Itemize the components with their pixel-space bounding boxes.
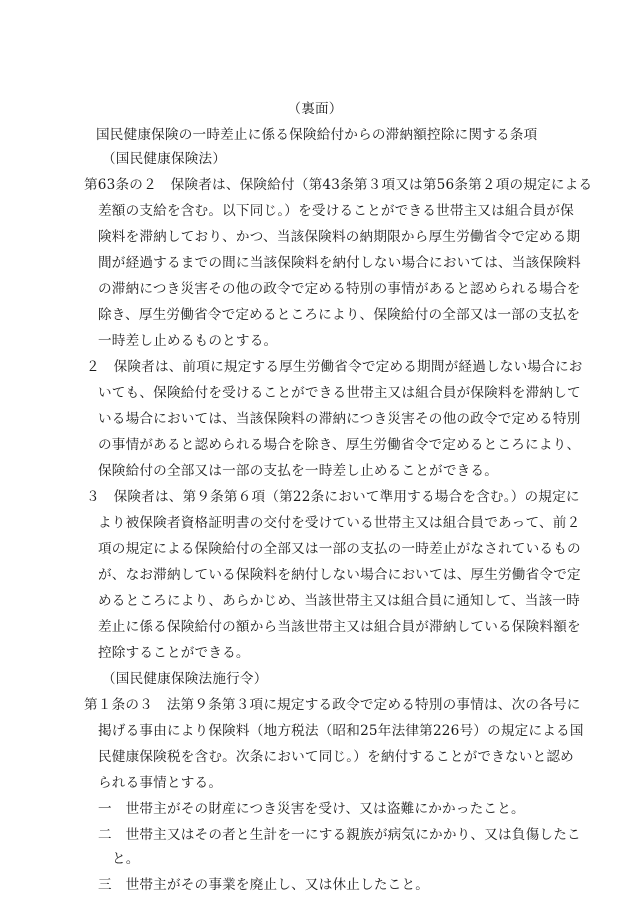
- article-63-2-line: の滞納につき災害その他の政令で定める特別の事情があると認められる場合を: [98, 281, 581, 297]
- document-title: 国民健康保険の一時差止に係る保険給付からの滞納額控除に関する条項: [96, 127, 538, 143]
- article-63-2-line: 間が経過するまでの間に当該保険料を納付しない場合においては、当該保険料: [98, 255, 581, 271]
- page-side-label: （裏面）: [287, 101, 343, 117]
- paragraph-2-line: いても、保険給付を受けることができる世帯主又は組合員が保険料を滞納して: [98, 385, 581, 401]
- article-1-3-line: 民健康保険税を含む。次条において同じ。）を納付することができないと認め: [98, 749, 574, 765]
- paragraph-2-line: の事情があると認められる場合を除き、厚生労働省令で定めるところにより、: [98, 437, 581, 453]
- article-63-2-line: 第63条の２ 保険者は、保険給付（第43条第３項又は第56条第２項の規定による: [84, 177, 593, 193]
- paragraph-3-line: が、なお滞納している保険料を納付しない場合においては、厚生労働省令で定: [98, 567, 581, 583]
- article-1-3-line: 第１条の３ 法第９条第３項に規定する政令で定める特別の事情は、次の各号に: [84, 697, 581, 713]
- paragraph-3-line: ３ 保険者は、第９条第６項（第22条において準用する場合を含む。）の規定に: [86, 489, 580, 505]
- paragraph-3-line: 項の規定による保険給付の全部又は一部の支払の一時差止がなされているもの: [98, 541, 581, 557]
- paragraph-2-line: ２ 保険者は、前項に規定する厚生労働省令で定める期間が経過しない場合にお: [86, 359, 583, 375]
- paragraph-3-line: 差止に係る保険給付の額から当該世帯主又は組合員が滞納している保険料額を: [98, 619, 581, 635]
- paragraph-2-line: 保険給付の全部又は一部の支払を一時差し止めることができる。: [98, 463, 499, 479]
- article-1-3-line: られる事情とする。: [98, 775, 223, 791]
- item-2-line: 二 世帯主又はその者と生計を一にする親族が病気にかかり、又は負傷したこ: [98, 827, 581, 843]
- article-63-2-line: 除き、厚生労働省令で定めるところにより、保険給付の全部又は一部の支払を: [98, 307, 581, 323]
- article-63-2-line: 差額の支給を含む。以下同じ。）を受けることができる世帯主又は組合員が保: [98, 203, 574, 219]
- paragraph-3-line: より被保険者資格証明書の交付を受けている世帯主又は組合員であって、前２: [98, 515, 581, 531]
- law-heading-nhi-enforcement-order: （国民健康保険法施行令）: [102, 671, 268, 687]
- article-63-2-line: 険料を滞納しており、かつ、当該保険料の納期限から厚生労働省令で定める期: [98, 229, 581, 245]
- article-1-3-line: 掲げる事由により保険料（地方税法（昭和25年法律第226号）の規定による国: [98, 723, 584, 739]
- law-heading-nhi-act: （国民健康保険法）: [102, 151, 227, 167]
- paragraph-2-line: いる場合においては、当該保険料の滞納につき災害その他の政令で定める特別: [98, 411, 581, 427]
- paragraph-3-line: 控除することができる。: [98, 645, 250, 661]
- paragraph-3-line: めるところにより、あらかじめ、当該世帯主又は組合員に通知して、当該一時: [98, 593, 580, 609]
- item-1: 一 世帯主がその財産につき災害を受け、又は盗難にかかったこと。: [98, 801, 525, 817]
- item-3: 三 世帯主がその事業を廃止し、又は休止したこと。: [98, 877, 430, 893]
- article-63-2-line: 一時差し止めるものとする。: [98, 333, 278, 349]
- item-2-line: と。: [112, 851, 140, 867]
